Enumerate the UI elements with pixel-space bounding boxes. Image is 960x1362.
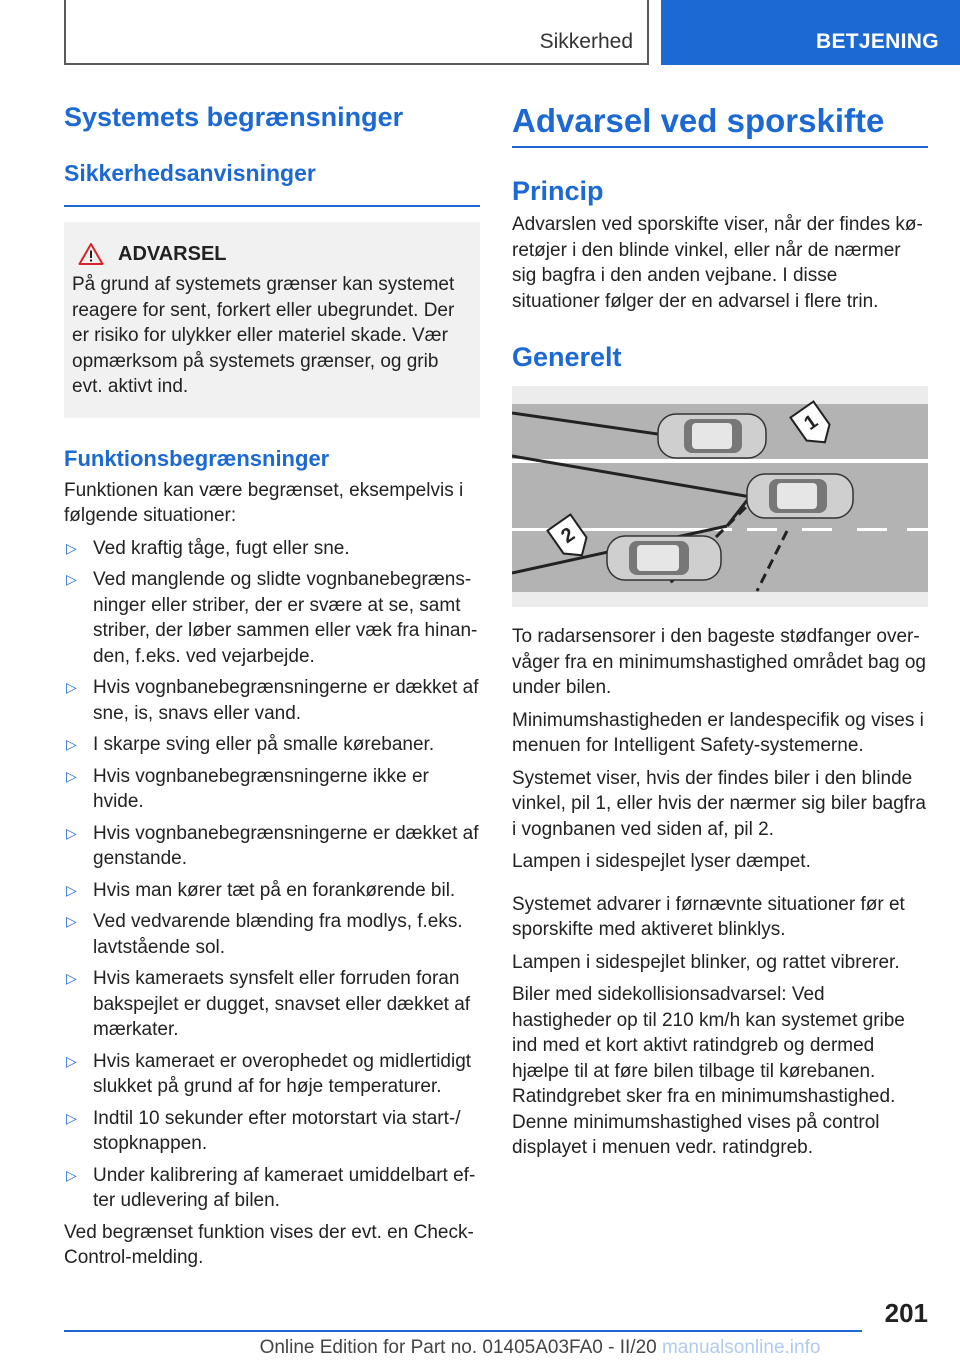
paragraph: Lampen i sidespejlet blinker, og rattet vibrerer.: [512, 951, 900, 973]
subtitle-divider: [64, 205, 480, 207]
footer-divider: [64, 1330, 862, 1332]
header-section-title: Sikkerhed: [539, 30, 633, 53]
bullet-triangle-icon: ▷: [66, 679, 77, 695]
bullet-triangle-icon: ▷: [66, 1166, 77, 1183]
paragraph: Systemet advarer i førnævnte situationer før et sporskifte med aktiveret blinklys.: [512, 893, 905, 940]
bullet-triangle-icon: ▷: [66, 767, 77, 784]
road-diagram: [512, 386, 928, 607]
list-item: [64, 567, 480, 669]
footer-edition: [0, 1337, 960, 1359]
page-number: 201: [884, 1298, 928, 1328]
general-heading: Generelt: [512, 342, 622, 372]
header-chapter-tab[interactable]: BETJENING: [661, 0, 960, 65]
svg-text:1: 1: [800, 410, 823, 435]
list-item-text: Hvis kameraets synsfelt eller forruden foran bakspejlet er dugget, snavset eller dækket af mærkater.: [93, 968, 471, 1040]
list-item: [64, 878, 480, 904]
list-item-text: Hvis vognbanebegrænsningerne er dækket af genstande.: [93, 822, 479, 869]
warning-box: [64, 222, 480, 418]
chapter-title-divider: [512, 146, 928, 148]
bullet-triangle-icon: ▷: [66, 539, 77, 556]
general-paragraphs: [512, 624, 928, 1161]
list-item-text: Hvis vognbanebegrænsningerne er dækket af sne, is, snavs eller vand.: [93, 677, 479, 724]
list-item-text: Hvis vognbanebegrænsningerne ikke er hvide.: [93, 765, 429, 812]
list-item: [64, 732, 480, 758]
list-item: [64, 675, 480, 726]
section-title: Systemets begrænsninger: [64, 102, 404, 132]
warning-text: På grund af systemets grænser kan systemet reagere for sent, forkert eller ubegrundet. Der er risiko for ulykker eller materiel skade. Vær opmærksom på systemets grænser, og grib evt. aktivt ind.: [72, 274, 455, 397]
list-item: [64, 966, 480, 1043]
header-section-box: [64, 0, 649, 65]
chapter-title: Advarsel ved sporskifte: [512, 102, 885, 139]
list-item: [64, 909, 480, 960]
list-item-text: Indtil 10 sekunder efter motorstart via start-/ stopknappen.: [93, 1107, 461, 1154]
principle-heading: Princip: [512, 176, 604, 206]
list-item: [64, 1163, 480, 1214]
list-item-text: Hvis kameraet er overophedet og midlertidigt slukket på grund af for høje temperaturer.: [93, 1050, 472, 1097]
paragraph: To radarsensorer i den bageste stødfanger overvåger fra en minimumshastighed området bag og under bilen.: [512, 626, 927, 698]
bullet-triangle-icon: ▷: [66, 970, 77, 986]
list-item-text: Ved kraftig tåge, fugt eller sne.: [93, 537, 350, 559]
bullet-triangle-icon: ▷: [66, 736, 77, 752]
bullet-triangle-icon: ▷: [66, 881, 77, 898]
footer-watermark: manualsonline.info: [661, 1337, 821, 1358]
principle-text: Advarslen ved sporskifte viser, når der findes køretøjer i den blinde vinkel, eller når de nærmer sig bagfra i den anden vejbane. I disse situationer følger der en advarsel i flere trin.: [512, 214, 923, 312]
closing-paragraph: Ved begrænset funktion vises der evt. en Check-Control-melding.: [64, 1221, 474, 1268]
warning-label: ADVARSEL: [118, 242, 227, 265]
list-item: [64, 1106, 480, 1157]
list-item-text: Ved manglende og slidte vognbanebegrænsninger eller striber, der er svære at se, samt striber, der løber sammen eller væk fra hinanden, f.eks. ved vejarbejde.: [93, 569, 478, 667]
safety-subtitle: Sikkerhedsanvisninger: [64, 160, 316, 186]
paragraph: Minimumshastigheden er landespecifik og vises i menuen for Intelligent Safety-systemerne.: [512, 709, 924, 756]
function-limits-intro: Funktionen kan være begrænset, eksempelvis i følgende situationer:: [64, 479, 464, 526]
bullet-triangle-icon: ▷: [66, 1109, 77, 1126]
list-item: [64, 764, 480, 815]
car-ego: [747, 474, 853, 518]
list-item-text: Ved vedvarende blænding fra modlys, f.eks. lavtstående sol.: [93, 911, 463, 958]
list-item: [64, 821, 480, 872]
lane-change-illustration: [512, 386, 928, 607]
function-limits-list: [64, 536, 480, 1214]
right-column: [512, 100, 928, 1161]
bullet-triangle-icon: ▷: [66, 913, 77, 929]
car-approaching: [607, 536, 721, 580]
paragraph: Biler med sidekollisionsadvarsel: Ved hastigheder op til 210 km/h kan systemet gribe ind med et kort aktivt ratindgreb og dermed hjælpe til at føre bilen tilbage til kørebanen. Ratindgrebet sker fra en minimumshastighed. Denne minimumshastighed vises på control displayet i menuen vedr. ratindgreb.: [512, 984, 905, 1158]
svg-text:2: 2: [557, 523, 580, 548]
list-item: [64, 536, 480, 562]
function-limits-heading: Funktionsbegrænsninger: [64, 445, 330, 471]
warning-header: [78, 242, 472, 266]
left-column: [64, 100, 480, 1271]
list-item-text: I skarpe sving eller på smalle kørebaner.: [93, 734, 435, 755]
bullet-triangle-icon: ▷: [66, 824, 77, 841]
paragraph: Lampen i sidespejlet lyser dæmpet.: [512, 851, 811, 872]
list-item-text: Under kalibrering af kameraet umiddelbart efter udlevering af bilen.: [93, 1164, 476, 1211]
paragraph: Systemet viser, hvis der findes biler i den blinde vinkel, pil 1, eller hvis der nærmer sig biler bagfra i vognbanen ved siden af, pil 2.: [512, 767, 926, 840]
footer-edition-text: Online Edition for Part no. 01405A03FA0 - II/20: [259, 1337, 657, 1358]
car-blind-spot: [658, 414, 766, 458]
list-item-text: Hvis man kører tæt på en forankørende bil.: [93, 879, 456, 901]
bullet-triangle-icon: ▷: [66, 1052, 77, 1069]
warning-triangle-icon: [78, 242, 104, 266]
list-item: [64, 1049, 480, 1100]
bullet-triangle-icon: ▷: [66, 571, 77, 587]
